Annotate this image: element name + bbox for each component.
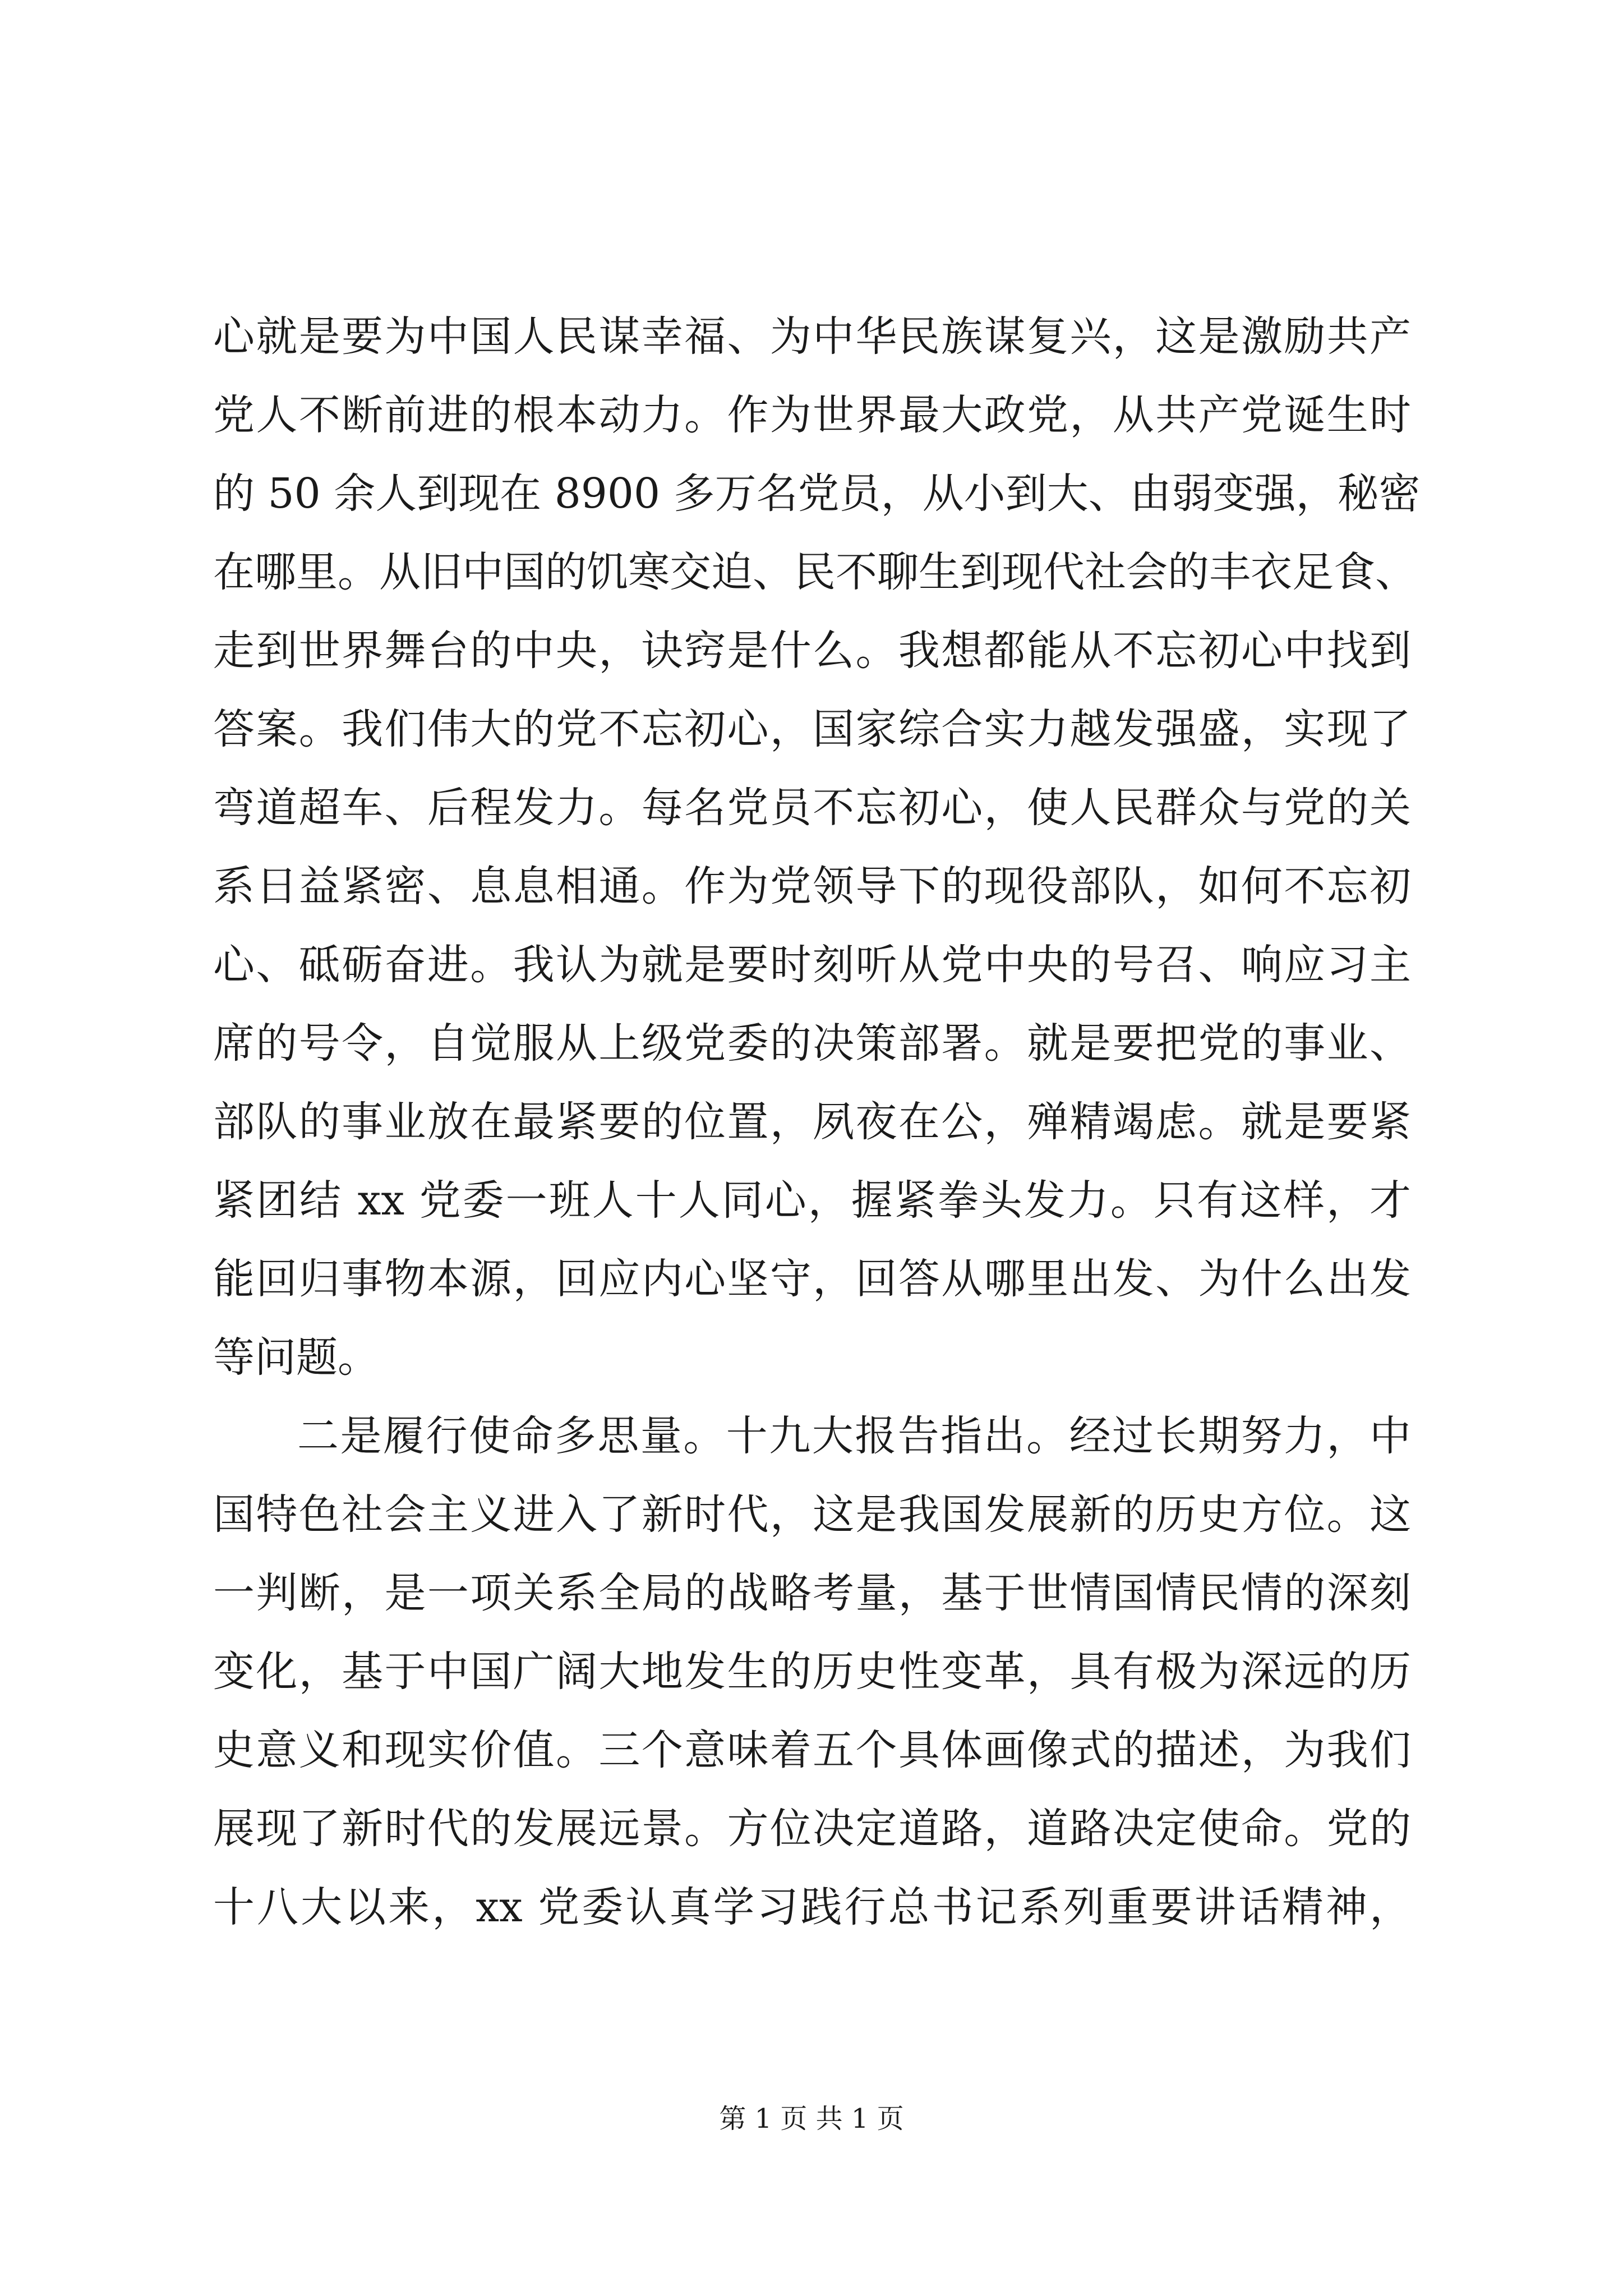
- body-text-line: 国特色社会主义进入了新时代，这是我国发展新的历史方位。这: [213, 1490, 1411, 1539]
- paragraph-end-line: 等问题。: [213, 1333, 379, 1382]
- body-text-line: 心就是要为中国人民谋幸福、为中华民族谋复兴，这是激励共产: [213, 312, 1411, 361]
- body-text-line: 系日益紧密、息息相通。作为党领导下的现役部队，如何不忘初: [213, 862, 1411, 910]
- body-text-line: 党人不断前进的根本动力。作为世界最大政党，从共产党诞生时: [213, 391, 1411, 439]
- body-text-line: 席的号令，自觉服从上级党委的决策部署。就是要把党的事业、: [213, 1019, 1411, 1068]
- body-text-line: 能回归事物本源，回应内心坚守，回答从哪里出发、为什么出发: [213, 1255, 1411, 1303]
- body-text-line: 答案。我们伟大的党不忘初心，国家综合实力越发强盛，实现了: [213, 705, 1411, 753]
- body-text-line: 在哪里。从旧中国的饥寒交迫、民不聊生到现代社会的丰衣足食、: [213, 548, 1417, 596]
- body-text-line: 展现了新时代的发展远景。方位决定道路，道路决定使命。党的: [213, 1805, 1411, 1853]
- body-text-line: 心、砥砺奋进。我认为就是要时刻听从党中央的号召、响应习主: [213, 941, 1411, 989]
- paragraph-first-line: 二是履行使命多思量。十九大报告指出。经过长期努力，中: [297, 1412, 1411, 1460]
- page-footer: 第 1 页 共 1 页: [719, 2103, 904, 2134]
- body-text-line: 的 50 余人到现在 8900 多万名党员，从小到大、由弱变强，秘密: [213, 470, 1421, 518]
- body-text-line: 十八大以来，xx 党委认真学习践行总书记系列重要讲话精神，: [213, 1883, 1411, 1931]
- body-text-line: 部队的事业放在最紧要的位置，夙夜在公，殚精竭虑。就是要紧: [213, 1098, 1411, 1146]
- body-text-line: 走到世界舞台的中央，诀窍是什么。我想都能从不忘初心中找到: [213, 627, 1411, 675]
- body-text-line: 变化，基于中国广阔大地发生的历史性变革，具有极为深远的历: [213, 1648, 1411, 1696]
- body-text-line: 紧团结 xx 党委一班人十人同心，握紧拳头发力。只有这样，才: [213, 1176, 1411, 1225]
- body-text-line: 弯道超车、后程发力。每名党员不忘初心，使人民群众与党的关: [213, 784, 1411, 832]
- body-text-line: 史意义和现实价值。三个意味着五个具体画像式的描述，为我们: [213, 1726, 1411, 1774]
- body-text-line: 一判断，是一项关系全局的战略考量，基于世情国情民情的深刻: [213, 1569, 1411, 1617]
